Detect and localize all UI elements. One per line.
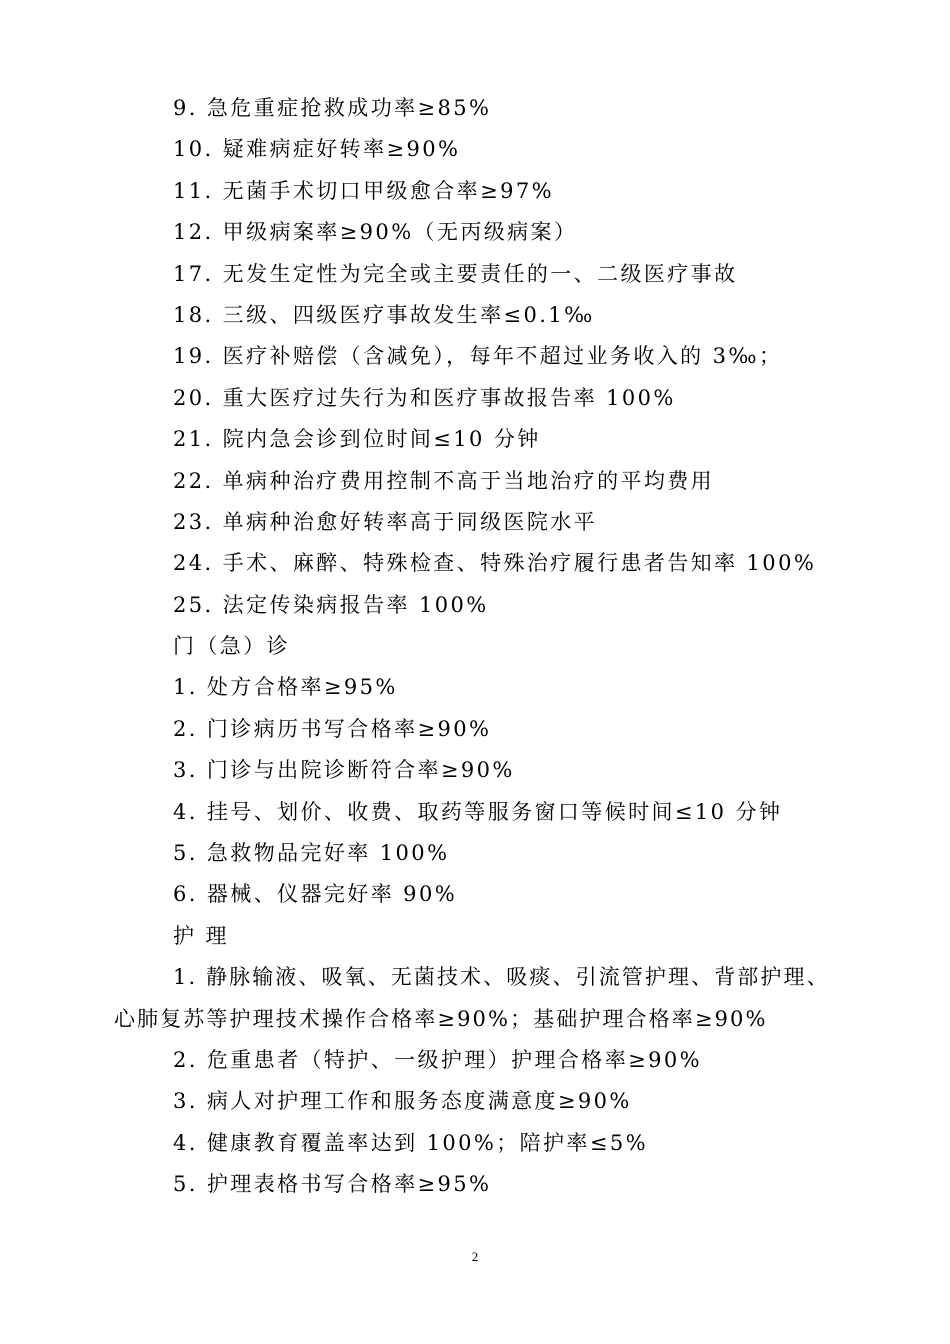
list-item: 10. 疑难病症好转率≥90% — [173, 137, 461, 162]
list-item: 18. 三级、四级医疗事故发生率≤0.1‰ — [173, 302, 595, 327]
list-item: 1. 静脉输液、吸氧、无菌技术、吸痰、引流管护理、背部护理、 — [173, 965, 830, 990]
list-item: 25. 法定传染病报告率 100% — [173, 592, 489, 617]
list-item: 21. 院内急会诊到位时间≤10 分钟 — [173, 427, 541, 452]
list-item: 20. 重大医疗过失行为和医疗事故报告率 100% — [173, 385, 676, 410]
list-item: 2. 门诊病历书写合格率≥90% — [173, 716, 492, 741]
list-item: 23. 单病种治愈好转率高于同级医院水平 — [173, 509, 598, 534]
list-item: 2. 危重患者（特护、一级护理）护理合格率≥90% — [173, 1047, 702, 1072]
list-item: 5. 急救物品完好率 100% — [173, 841, 450, 866]
list-item: 19. 医疗补赔偿（含减免），每年不超过业务收入的 3‰； — [173, 344, 783, 369]
list-item: 17. 无发生定性为完全或主要责任的一、二级医疗事故 — [173, 261, 738, 286]
list-item: 4. 健康教育覆盖率达到 100%；陪护率≤5% — [173, 1130, 648, 1155]
list-item: 6. 器械、仪器完好率 90% — [173, 882, 458, 907]
page-number: 2 — [471, 1249, 479, 1264]
list-item: 24. 手术、麻醉、特殊检查、特殊治疗履行患者告知率 100% — [173, 551, 817, 576]
list-item-continuation: 心肺复苏等护理技术操作合格率≥90%；基础护理合格率≥90% — [114, 1006, 768, 1031]
list-item: 5. 护理表格书写合格率≥95% — [173, 1172, 492, 1197]
list-item: 3. 病人对护理工作和服务态度满意度≥90% — [173, 1089, 632, 1114]
list-item: 4. 挂号、划价、收费、取药等服务窗口等候时间≤10 分钟 — [173, 799, 783, 824]
list-item: 22. 单病种治疗费用控制不高于当地治疗的平均费用 — [173, 468, 715, 493]
section-heading-nursing: 护 理 — [173, 923, 229, 948]
document-body — [114, 88, 854, 1206]
section-heading-outpatient: 门（急）诊 — [173, 634, 290, 659]
list-item: 9. 急危重症抢救成功率≥85% — [173, 96, 492, 120]
list-item: 11. 无菌手术切口甲级愈合率≥97% — [173, 178, 554, 203]
list-item: 1. 处方合格率≥95% — [173, 675, 398, 700]
list-item: 3. 门诊与出院诊断符合率≥90% — [173, 758, 515, 783]
list-item: 12. 甲级病案率≥90%（无丙级病案） — [173, 220, 578, 245]
